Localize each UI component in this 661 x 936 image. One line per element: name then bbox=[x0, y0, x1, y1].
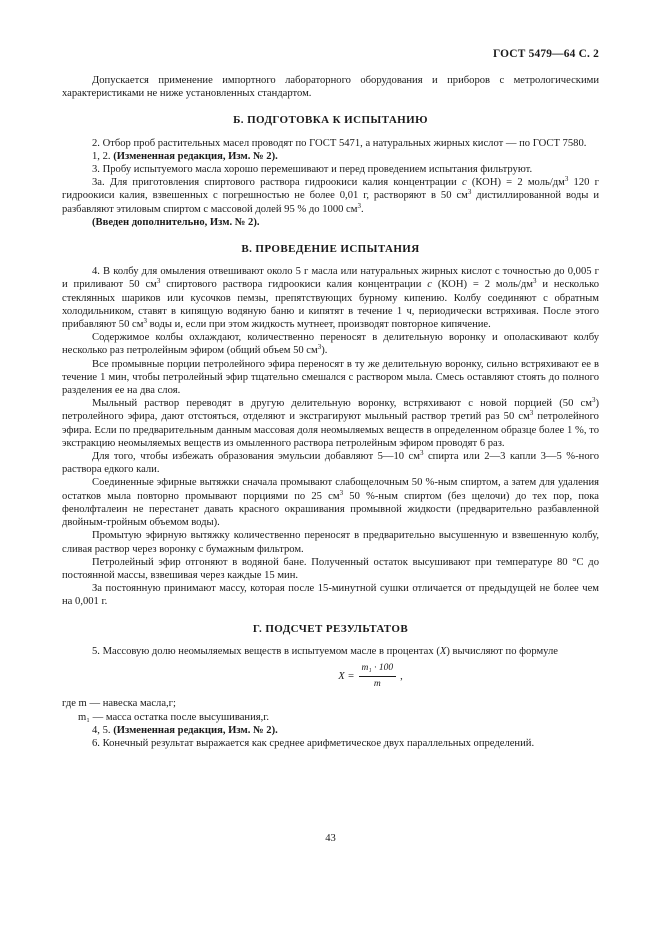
clause-3a-note: (Введен дополнительно, Изм. № 2). bbox=[92, 216, 260, 228]
page-number: 43 bbox=[325, 833, 336, 844]
formula-tail: , bbox=[400, 671, 403, 683]
clause-3a: 3а. Для приготовления спиртового раствора гидроокиси калия концентрации с (КОН) = 2 моль/$дм^3$ 120 г гидроокиси калия, взвешенных с погрешностью не более 0,01 г, растворяют в 50 $см^3$ дистиллированной воды и разбавляют этиловым спиртом с массовой долей 95 % до 1000 $см^3$. bbox=[62, 175, 599, 215]
document-header: ГОСТ 5479—64 С. 2 bbox=[492, 48, 599, 60]
where-m: где m — навеска масла,г; bbox=[62, 698, 176, 710]
section-v-heading: В. ПРОВЕДЕНИЕ ИСПЫТАНИЯ bbox=[241, 243, 420, 256]
transfer-paragraph: Промытую эфирную вытяжку количественно переносят в предварительно высушенную и взвешенную колбу, сливая раствор через воронку с бумажным фильтром. bbox=[62, 530, 599, 555]
constant-mass-paragraph: За постоянную принимают массу, которая после 15-минутной сушки отличается от предыдущей не более чем на 0,001 г. bbox=[62, 583, 599, 608]
clause-4: 4. В колбу для омыления отвешивают около 5 г масла или натуральных жирных кислот с точностью до 0,005 г и приливают 50 $см^3$ спиртового раствора гидроокиси калия концентрации с (КОН) = 2 моль/$дм^3$ и несколько стеклянных шариков или кусочков пемзы, препятствующих бурному кипению. Колбу соединяют с обратным холодильником, ставят в кипящую водяную баню и кипятят в течение 1 ч, периодически встряхивая. После этого прибавляют 50 $см^3$ воды и, если при этом жидкость мутнеет, производят повторное кипячение. bbox=[62, 266, 599, 331]
clause-1-2-note: 1, 2. (Измененная редакция, Изм. № 2). bbox=[92, 150, 278, 162]
formula-fraction bbox=[359, 662, 397, 691]
wash-paragraph: Все промывные порции петролейного эфира переносят в ту же делительную воронку, сильно встряхивают ее в течение 1 мин, чтобы петролейный эфир тщательно смешался с раствором мыла. Смесь оставляют стоять до полного разделения ее на два слоя. bbox=[62, 358, 599, 397]
clause-2: 2. Отбор проб растительных масел проводят по ГОСТ 5471, а натуральных жирных кислот — по ГОСТ 7580. bbox=[92, 137, 587, 149]
page-body bbox=[62, 74, 599, 750]
clause-6: 6. Конечный результат выражается как среднее арифметическое двух параллельных определений. bbox=[92, 737, 535, 749]
formula-numerator: m₁ · 100 bbox=[359, 662, 397, 677]
section-g-heading: Г. ПОДСЧЕТ РЕЗУЛЬТАТОВ bbox=[252, 622, 409, 635]
intro-paragraph: Допускается применение импортного лабораторного оборудования и приборов с метрологическими характеристиками не ниже установленных стандартом. bbox=[62, 75, 599, 100]
emulsion-paragraph: Для того, чтобы избежать образования эмульсии добавляют 5—10 $см^3$ спирта или 2—3 капли 3—5 %-ного раствора едкого кали. bbox=[62, 449, 599, 476]
formula bbox=[142, 662, 599, 691]
formula-lhs: X = bbox=[338, 671, 355, 683]
ether-paragraph: Соединенные эфирные вытяжки сначала промывают слабощелочным 50 %-ным спиртом, а затем для удаления остатков мыла повторно промывают порциями по 25 $см^3$ 50 %-ным спиртом (без щелочи) до тех пор, пока фенолфталеин не перестанет давать красного окрашивания промывной жидкости (предварительно разбавленной двойным-тройным объемом воды). bbox=[62, 477, 599, 529]
where-m1: m₁ — масса остатка после высушивания,г. bbox=[78, 711, 270, 723]
clause-3: 3. Пробу испытуемого масла хорошо перемешивают и перед проведением испытания фильтруют. bbox=[92, 164, 533, 176]
section-b-heading: Б. ПОДГОТОВКА К ИСПЫТАНИЮ bbox=[233, 114, 428, 127]
distill-paragraph: Петролейный эфир отгоняют в водяной бане. Полученный остаток высушивают при температуре 80 °С до постоянной массы, взвешивая через каждые 15 мин. bbox=[62, 556, 599, 581]
formula-denominator: m bbox=[373, 679, 381, 690]
contents-paragraph: Содержимое колбы охлаждают, количественно переносят в делительную воронку и ополаскивают колбу несколько раз петролейным эфиром (общий объем 50 $см^3$). bbox=[62, 332, 599, 357]
clause-5: 5. Массовую долю неомыляемых веществ в испытуемом масле в процентах (X) вычисляют по формуле bbox=[92, 645, 558, 657]
clause-4-5-note: 4, 5. (Измененная редакция, Изм. № 2). bbox=[92, 724, 278, 736]
soap-paragraph: Мыльный раствор переводят в другую делительную воронку, встряхивают с новой порцией (50 $см^3$) петролейного эфира, дают отстояться, отделяют и экстрагируют мыльный раствор третий раз 50 $см^3$ петролейного эфира. Если по предварительным данным массовая доля неомыляемых веществ в определенном образце более 1 %, то экстракцию неомыляемых веществ из омыленного раствора петролейным эфиром проводят 6 раз. bbox=[62, 396, 599, 449]
